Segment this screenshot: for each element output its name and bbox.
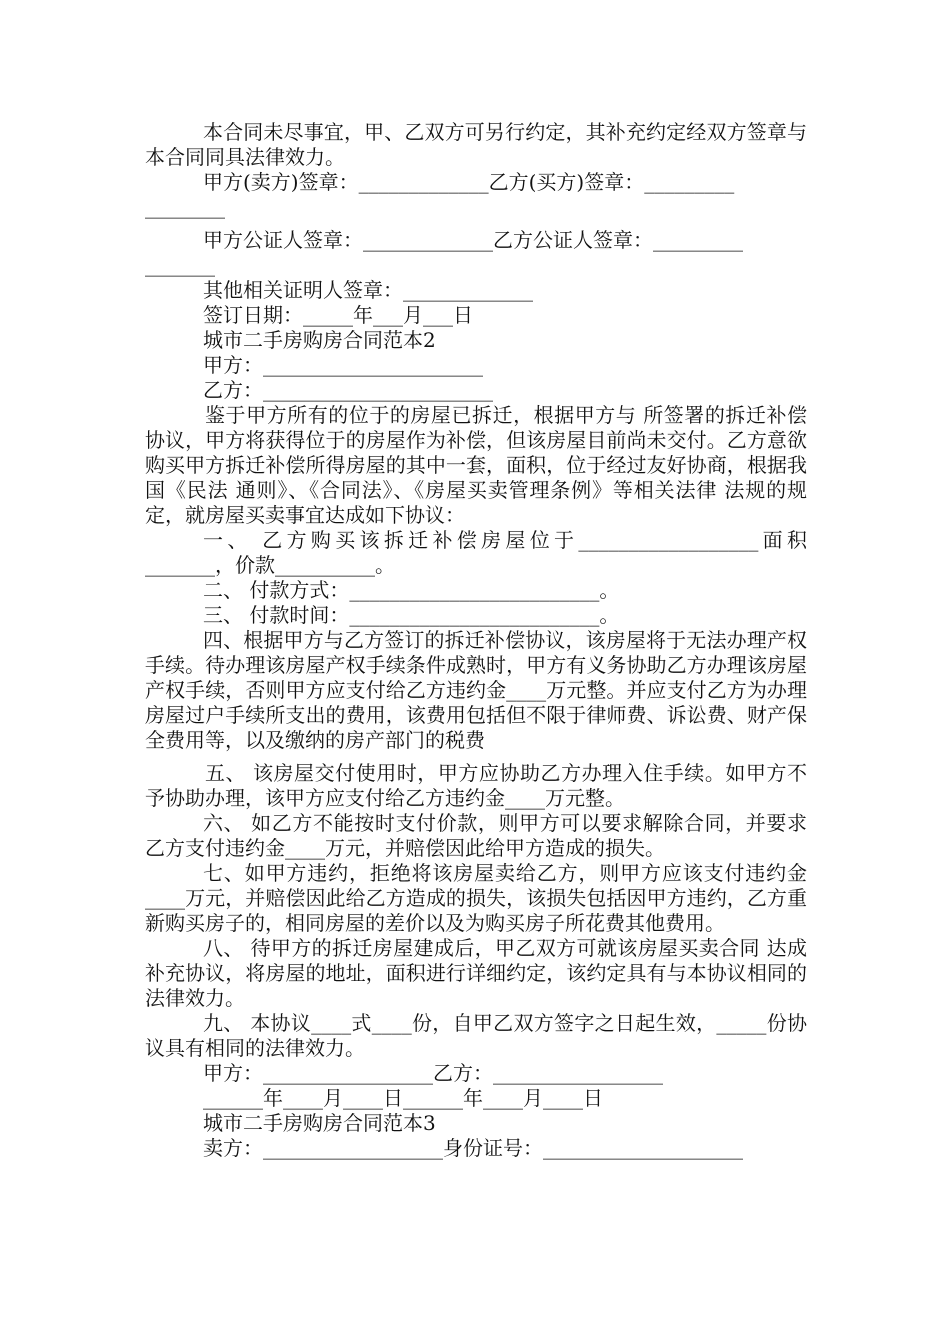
signature-line-witnesses: 其他相关证明人签章：_____________ <box>203 278 533 302</box>
signing-date: 签订日期：_____年___月___日 <box>203 303 473 327</box>
signature-line-parties-tail: ________ <box>145 195 225 219</box>
seller-field: 卖方：__________________身份证号：____________________ <box>203 1136 743 1160</box>
clause-3: 三、 付款时间：_________________________。 <box>203 603 620 627</box>
signature-line-parties: 甲方(卖方)签章：_____________乙方(买方)签章：_________ <box>203 170 735 194</box>
clause-9: 九、 本协议____式____份，自甲乙双方签字之日起生效，_____份协议具有相同的法律效力。 <box>145 1011 807 1060</box>
clause-1: 一、 乙方购买该拆迁补偿房屋位于__________________面积_______，价款__________。 <box>145 528 807 577</box>
signature-line-notaries-tail: _______ <box>145 253 215 277</box>
date-line-final: ______年____月____日______年____月____日 <box>203 1086 603 1110</box>
paragraph-supplementary: 本合同未尽事宜，甲、乙双方可另行约定，其补充约定经双方签章与本合同同具法律效力。 <box>145 120 807 169</box>
signature-line-notaries: 甲方公证人签章：_____________乙方公证人签章：_________ <box>203 228 743 252</box>
contract-document <box>145 120 807 1161</box>
paragraph-intro: 鉴于甲方所有的位于的房屋已拆迁，根据甲方与 所签署的拆迁补偿协议，甲方将获得位于的房屋作为补偿，但该房屋目前尚未交付。乙方意欲购买甲方拆迁补偿所得房屋的其中一套，面积，位于经过友好协商，根据我国《民法 通则》、《合同法》、《房屋买卖管理条例》等相关法律 法规的规定，就房屋买卖事宜达成如下协议： <box>145 403 807 527</box>
section-title-2: 城市二手房购房合同范本2 <box>203 328 436 352</box>
clause-4: 四、根据甲方与乙方签订的拆迁补偿协议，该房屋将于无法办理产权手续。待办理该房屋产权手续条件成熟时，甲方有义务协助乙方办理该房屋产权手续，否则甲方应支付给乙方违约金____万元整。并应支付乙方为办理房屋过户手续所支出的费用，该费用包括但不限于律师费、诉讼费、财产保全费用等，以及缴纳的房产部门的税费 <box>145 628 807 752</box>
clause-8: 八、 待甲方的拆迁房屋建成后，甲乙双方可就该房屋买卖合同 达成补充协议，将房屋的地址，面积进行详细约定，该约定具有与本协议相同的法律效力。 <box>145 936 807 1010</box>
clause-2: 二、 付款方式：_________________________。 <box>203 578 620 602</box>
section-title-3: 城市二手房购房合同范本3 <box>203 1111 436 1135</box>
clause-6: 六、 如乙方不能按时支付价款，则甲方可以要求解除合同，并要求乙方支付违约金____万元，并赔偿因此给甲方造成的损失。 <box>145 811 807 860</box>
clause-5: 五、 该房屋交付使用时，甲方应协助乙方办理入住手续。如甲方不予协助办理，该甲方应支付给乙方违约金____万元整。 <box>145 761 807 810</box>
signature-line-final: 甲方：_________________乙方：_________________ <box>203 1061 663 1085</box>
party-a-field: 甲方：______________________ <box>203 353 483 377</box>
clause-7: 七、如甲方违约，拒绝将该房屋卖给乙方，则甲方应该支付违约金____万元，并赔偿因此给乙方造成的损失，该损失包括因甲方违约，乙方重新购买房子的，相同房屋的差价以及为购买房子所花费其他费用。 <box>145 861 807 935</box>
party-b-field: 乙方：_______________________ <box>203 378 493 402</box>
